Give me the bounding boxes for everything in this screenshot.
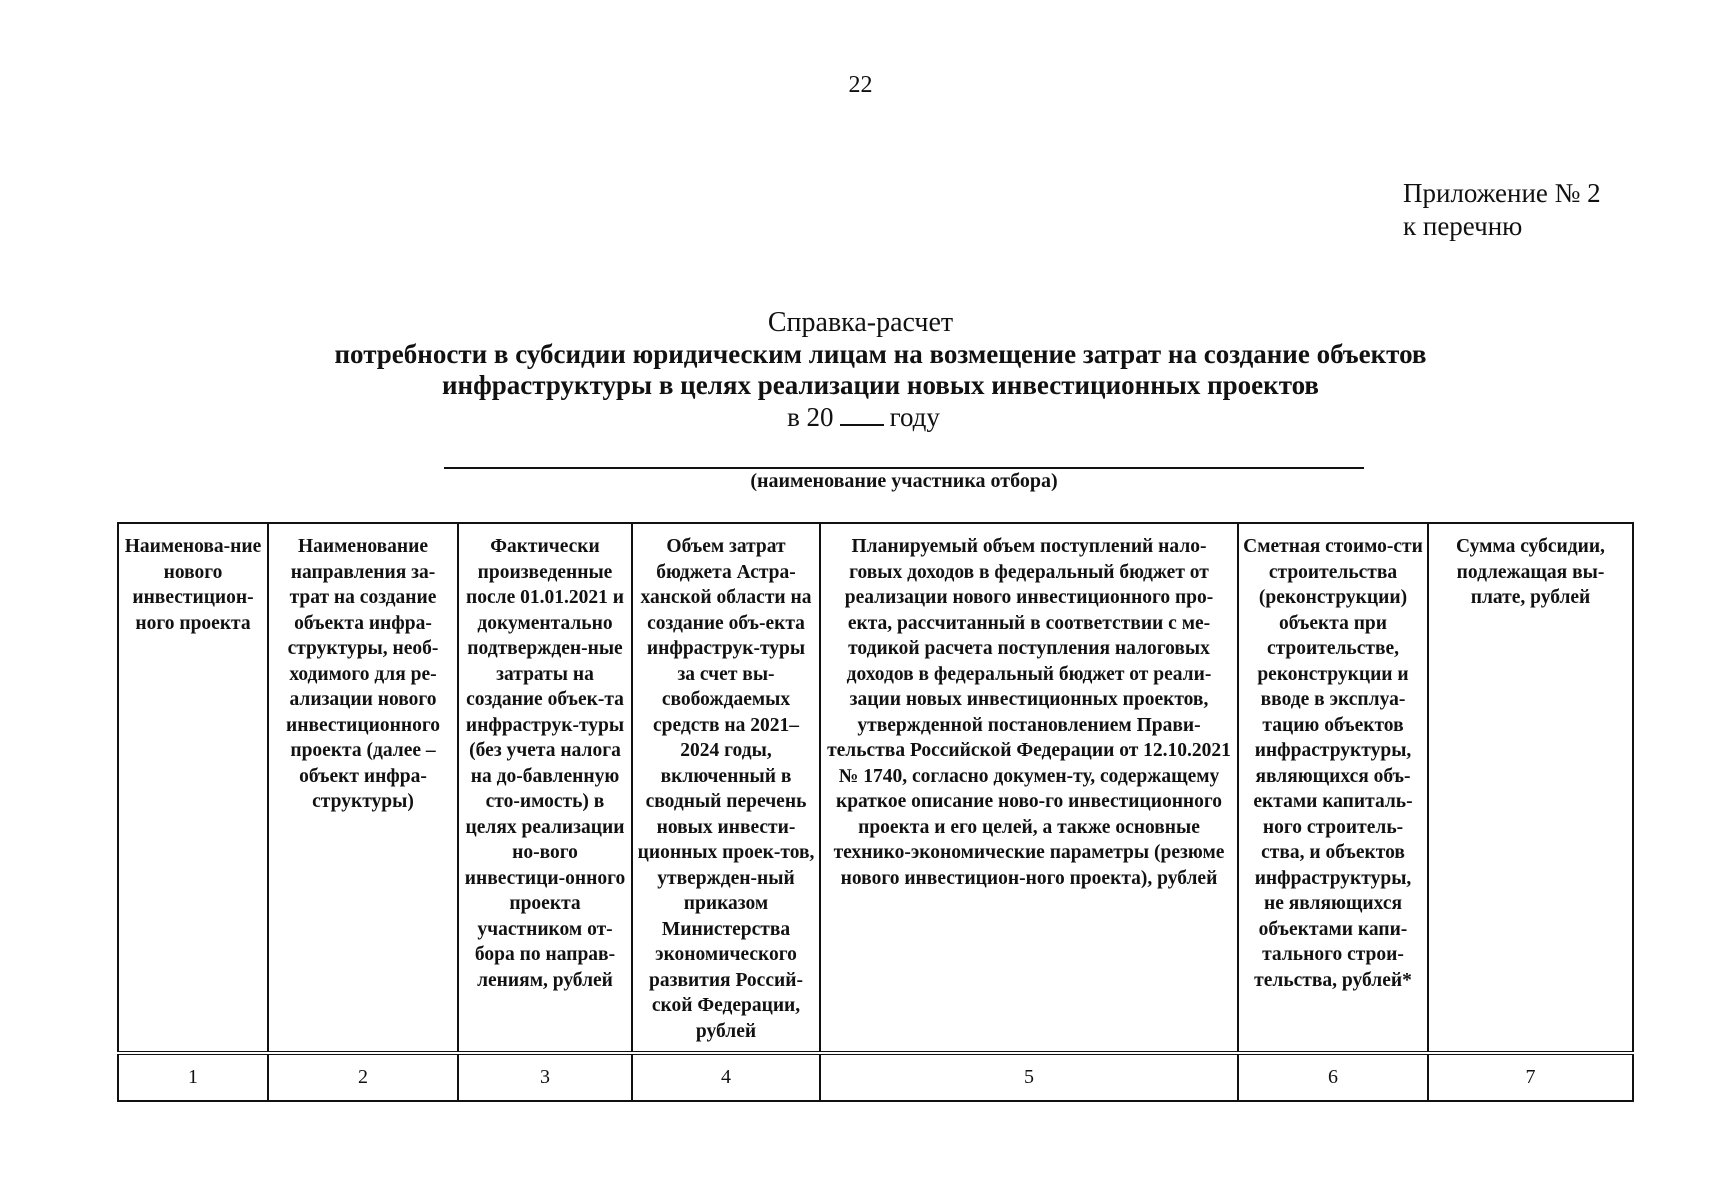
year-blank-field[interactable] [840,404,884,426]
column-number-cell: 1 [118,1053,268,1101]
column-number-cell: 7 [1428,1053,1633,1101]
calculation-table [117,522,1634,1102]
title-line-3: инфраструктуры в целях реализации новых инвестиционных проектов [441,370,1320,400]
column-number-cell: 4 [632,1053,820,1101]
participant-name-line[interactable] [444,467,1364,469]
participant-name-caption: (наименование участника отбора) [750,470,1058,492]
table-number-row [118,1053,1633,1101]
title-line-1: Справка-расчет [767,307,954,338]
year-prefix: в 20 [787,402,834,432]
title-year-line [6,401,1721,433]
column-number-cell: 3 [458,1053,632,1101]
appendix-label [1403,177,1601,243]
table-header-cell: Наименова-ние нового инвестицион-ного проекта [118,523,268,1053]
column-number-cell: 6 [1238,1053,1428,1101]
table-header-cell: Сумма субсидии, подлежащая вы-плате, рублей [1428,523,1633,1053]
table-header-row [118,523,1633,1053]
document-title [0,307,1721,433]
table-header-cell: Сметная стоимо-сти строительства (реконструкции) объекта при строительстве, реконструкции и вводе в эксплуа-тацию объектов инфраструктуры, являющихся объ-ектами капиталь-ного строитель-ства, и объектов инфраструктуры, не являющихся объектами капи-тального строи-тельства, рублей* [1238,523,1428,1053]
table-header-cell: Наименование направления за-трат на создание объекта инфра-структуры, необ-ходимого для ре-ализации нового инвестиционного проекта (далее – объект инфра-структуры) [268,523,458,1053]
appendix-line-2: к перечню [1403,211,1523,241]
table-header-cell: Планируемый объем поступлений нало-говых доходов в федеральный бюджет от реализации нового инвестиционного про-екта, рассчитанный в соответствии с ме-тодикой расчета поступления налоговых доходов в федеральный бюджет от реали-зации новых инвестиционных проектов, утвержденной постановлением Прави-тельства Российской Федерации от 12.10.2021 № 1740, согласно докумен-ту, содержащему краткое описание ново-го инвестиционного проекта и его целей, а также основные технико-экономические параметры (резюме нового инвестицион-ного проекта), рублей [820,523,1238,1053]
column-number-cell: 5 [820,1053,1238,1101]
page-number: 22 [848,72,873,98]
title-line-2: потребности в субсидии юридическим лицам на возмещение затрат на создание объектов [334,339,1427,369]
year-suffix: году [889,402,940,432]
table-header-cell: Объем затрат бюджета Астра-ханской области на создание объ-екта инфраструк-туры за счет вы-свобождаемых средств на 2021–2024 годы, включенный в сводный перечень новых инвести-ционных проек-тов, утвержден-ный приказом Министерства экономического развития Россий-ской Федерации, рублей [632,523,820,1053]
column-number-cell: 2 [268,1053,458,1101]
table-header-cell: Фактически произведенные после 01.01.2021 и документально подтвержден-ные затраты на создание объек-та инфраструк-туры (без учета налога на до-бавленную сто-имость) в целях реализации но-вого инвестици-онного проекта участником от-бора по направ-лениям, рублей [458,523,632,1053]
appendix-line-1: Приложение № 2 [1403,178,1601,208]
